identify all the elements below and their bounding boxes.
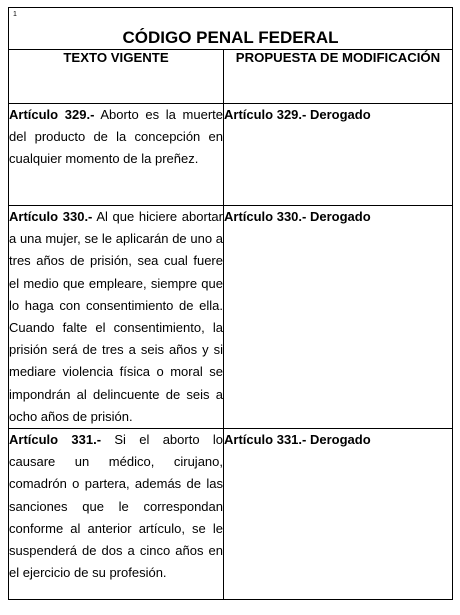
document-title: CÓDIGO PENAL FEDERAL: [122, 28, 339, 47]
article-text: Al que hiciere abortar a una mujer, se le aplicarán de uno a tres años de prisión, sea cual fuere el medio que empleare, siempre que lo haga con consentimiento de ella. Cuando falte el consentimiento, la prisión será de tres a seis años y si mediare violencia física o moral se impondrán al delincuente de seis a ocho años de prisión.: [9, 209, 223, 424]
article-text: Aborto es la muerte del producto de la concepción en cualquier momento de la preñez.: [9, 107, 223, 167]
article-label: Artículo 329.-: [9, 107, 95, 122]
article-label: Artículo 330.-: [9, 209, 93, 224]
title-row: [9, 8, 453, 50]
column-header-proposal: PROPUESTA DE MODIFICACIÓN: [224, 50, 453, 104]
article-label: Artículo 331.-: [9, 432, 102, 448]
title-cell: [9, 8, 453, 50]
article-text: Si el aborto lo causare un médico, cirujano, comadrón o partera, además de las sanciones que le correspondan conforme al anterior artículo, se le suspenderá de dos a cinco años en el ejercicio de su profesión.: [9, 432, 223, 581]
proposal-cell: Artículo 329.- Derogado: [224, 104, 453, 206]
proposal-cell: Artículo 331.- Derogado: [224, 429, 453, 600]
current-text-cell: [9, 104, 224, 206]
column-header-current: TEXTO VIGENTE: [9, 50, 224, 104]
current-text-cell: [9, 429, 224, 600]
header-row: [9, 50, 453, 104]
table-row: [9, 206, 453, 429]
page-number: 1: [13, 11, 17, 18]
table-row: [9, 429, 453, 600]
table-row: [9, 104, 453, 206]
comparison-table: [8, 7, 453, 600]
current-text-cell: [9, 206, 224, 429]
proposal-cell: Artículo 330.- Derogado: [224, 206, 453, 429]
